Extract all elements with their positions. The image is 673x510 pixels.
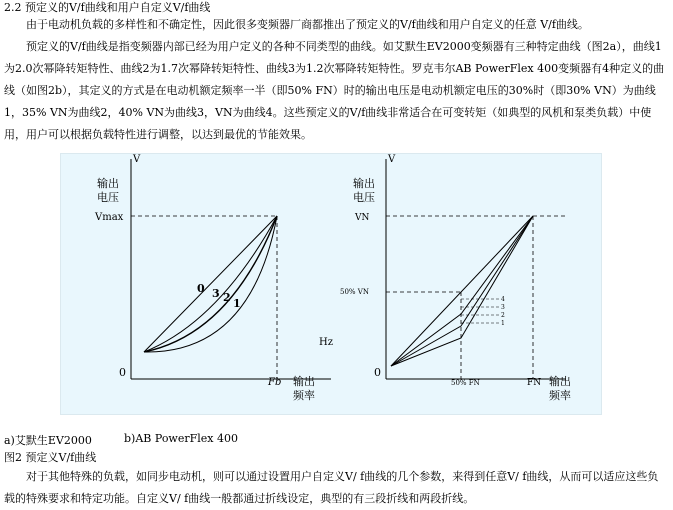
- figure-caption: 图2 预定义V/f曲线: [4, 451, 97, 464]
- right-y-title-1: 输出: [353, 177, 375, 190]
- left-curve-label-1: 1: [233, 297, 241, 310]
- left-vmax-label: Vmax: [95, 212, 124, 223]
- right-curve-label-2: 2: [501, 312, 505, 319]
- paragraph-custom: 对于其他特殊的负载，如同步电动机，则可以通过设置用户自定义V/ f曲线的几个参数，来得到任意V/ f曲线，从而可以适应这些负载的特殊要求和特定功能。自定义V/ f曲线一般都通过折线设定，典型的有三段折线和两段折线。: [4, 470, 659, 505]
- right-vn-label: VN: [355, 213, 370, 223]
- right-curve-label-4: 4: [501, 296, 505, 303]
- figure-vf-curves: [60, 153, 602, 415]
- paragraph-intro: 由于电动机负载的多样性和不确定性，因此很多变频器厂商都推出了预定义的V/f曲线和用户自定义的任意 V/f曲线。: [26, 18, 589, 31]
- right-axis-y-label: V: [388, 154, 396, 165]
- left-y-title-1: 输出: [97, 177, 119, 190]
- left-curve-0: [144, 216, 277, 352]
- right-curve-label-1: 1: [501, 320, 505, 327]
- right-origin-label: 0: [374, 366, 381, 379]
- left-curve-label-0: 0: [197, 282, 205, 295]
- paragraph-predefined: 预定义的V/f曲线是指变频器内部已经为用户定义的各种不同类型的曲线。如艾默生EV2000变频器有三种特定曲线（图2a），曲线1为2.0次幂降转矩特性、曲线2为1.7次幂降转矩特性、曲线3为1.2次幂降转矩特性。罗克韦尔AB PowerFlex 400变频器有4种定义的曲线（如图2b），其定义的方式是在电动机额定频率一半（即50% FN）时的输出电压是电动机额定电压的30%时（即30% VN）为曲线1，35% VN为曲线2，40% VN为曲线3，VN为曲线4。这些预定义的V/f曲线非常适合在可变转矩（如典型的风机和泵类负载）中使用，用户可以根据负载特性进行调整，以达到最优的节能效果。: [4, 40, 665, 141]
- right-half-fn-label: 50% FN: [451, 379, 480, 387]
- right-panel: [340, 154, 571, 402]
- sub-caption-b: b)AB PowerFlex 400: [124, 432, 238, 445]
- left-curve-label-3: 3: [212, 287, 220, 300]
- left-y-title-2: 电压: [97, 191, 119, 204]
- left-panel: [94, 154, 333, 402]
- right-curve-label-3: 3: [501, 304, 505, 311]
- left-curve-label-2: 2: [223, 291, 231, 304]
- left-x-title-2: 频率: [293, 389, 315, 402]
- left-axis-y-label: V: [133, 154, 141, 165]
- left-fb-label: Fb: [268, 377, 282, 388]
- left-origin-label: 0: [119, 366, 126, 379]
- left-axis-x-label: Hz: [319, 337, 333, 348]
- right-y-title-2: 电压: [353, 191, 375, 204]
- section-heading: 2.2 预定义的V/f曲线和用户自定义V/f曲线: [4, 1, 211, 14]
- right-x-title-2: 频率: [549, 389, 571, 402]
- right-fn-label: FN: [527, 378, 542, 388]
- left-x-title-1: 输出: [293, 375, 315, 388]
- right-half-vn-label: 50% VN: [340, 288, 369, 296]
- right-x-title-1: 输出: [549, 375, 571, 388]
- right-curve-4: [391, 216, 533, 366]
- sub-caption-a: a)艾默生EV2000: [4, 434, 92, 447]
